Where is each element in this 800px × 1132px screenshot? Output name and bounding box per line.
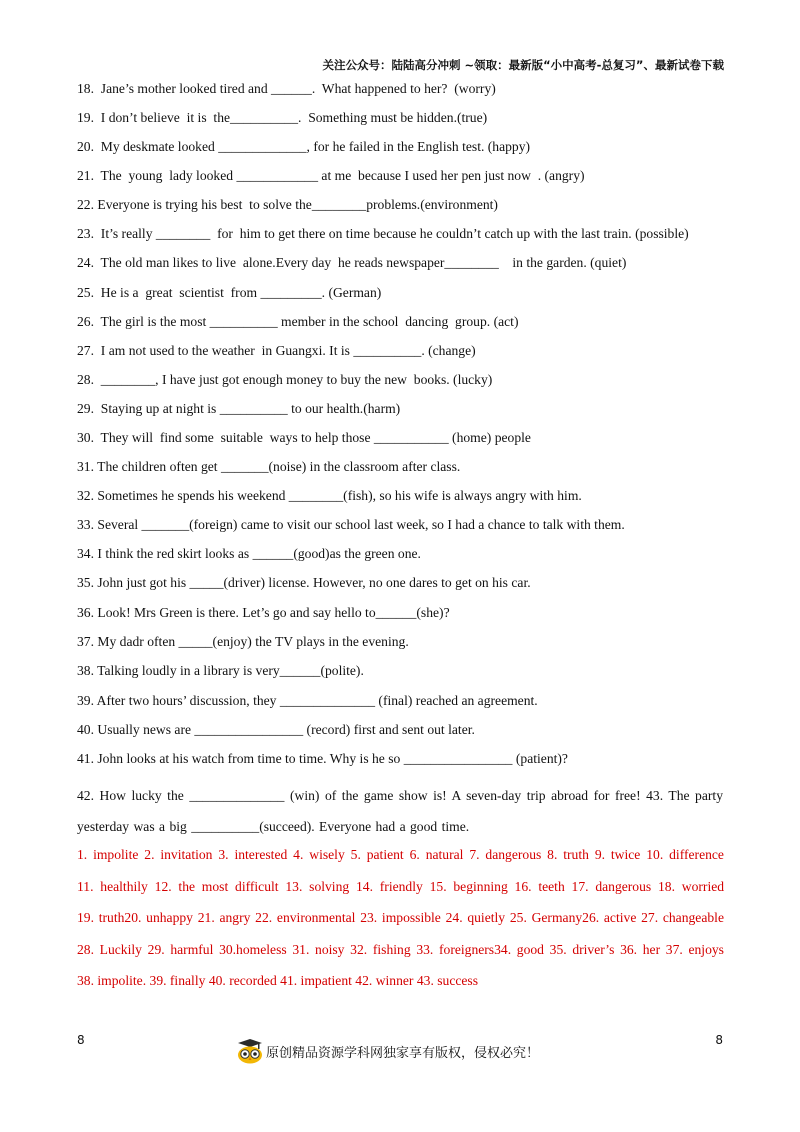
answer-item: 4. wisely — [293, 847, 345, 862]
answer-item: 41. impatient — [280, 973, 352, 988]
page-number-left: 8 — [77, 1033, 85, 1047]
question-item: 26. The girl is the most __________ member in the school dancing group. (act) — [77, 314, 519, 329]
answer-item: 30.homeless — [219, 941, 287, 957]
answer-item: 31. noisy — [292, 941, 345, 957]
answer-item: 11. healthily — [77, 878, 148, 894]
answer-item: 2. invitation — [144, 847, 213, 862]
question-item: 40. Usually news are ________________ (record) first and sent out later. — [77, 722, 475, 737]
answer-item: 19. truth20. unhappy — [77, 910, 193, 925]
answer-item: 32. fishing — [350, 941, 411, 957]
answer-item: 42. winner — [355, 973, 414, 988]
answer-item: 28. Luckily — [77, 941, 142, 957]
answer-item: 25. Germany26. active — [509, 910, 637, 925]
answer-item: 33. foreigners34. good — [416, 941, 544, 957]
question-item: 28. ________, I have just got enough money to buy the new books. (lucky) — [77, 372, 493, 387]
question-item: 33. Several _______(foreign) came to visit our school last week, so I had a chance to talk with them. — [77, 517, 625, 532]
answer-item: 9. twice — [594, 847, 641, 862]
answer-item: 14. friendly — [355, 878, 423, 894]
question-item: 41. John looks at his watch from time to time. Why is he so ________________ (patient)? — [77, 751, 568, 766]
question-item: 32. Sometimes he spends his weekend ________(fish), so his wife is always angry with him. — [77, 488, 582, 503]
copyright-footer — [236, 1038, 539, 1064]
question-item: 25. He is a great scientist from _________. (German) — [77, 285, 382, 300]
question-item: 36. Look! Mrs Green is there. Let’s go and say hello to______(she)? — [77, 605, 450, 620]
answer-item: 24. quietly — [445, 910, 506, 925]
question-item: 21. The young lady looked ____________ at me because I used her pen just now . (angry) — [77, 168, 585, 183]
page-number-right: 8 — [715, 1033, 723, 1047]
answer-item: 23. impossible — [360, 910, 441, 925]
question-item: 24. The old man likes to live alone.Every day he reads newspaper________ in the garden. (quiet) — [77, 255, 627, 270]
question-item: 42. How lucky the ______________ (win) of the game show is! A seven-day trip abroad for free! 43. The party yesterday was a big __________(succeed). Everyone had a good time. — [77, 788, 723, 834]
answer-key — [77, 839, 724, 997]
question-item: 20. My deskmate looked _____________, for he failed in the English test. (happy) — [77, 139, 531, 154]
question-item: 29. Staying up at night is __________ to our health.(harm) — [77, 401, 401, 416]
answer-item: 1. impolite — [77, 847, 139, 862]
owl-with-graduation-cap-icon — [236, 1038, 264, 1064]
question-item: 18. Jane’s mother looked tired and ______. What happened to her? (worry) — [77, 81, 496, 96]
answer-item: 39. finally — [149, 973, 206, 988]
copyright-text: 原创精品资源学科网独家享有版权，侵权必究！ — [266, 1045, 540, 1061]
question-item: 27. I am not used to the weather in Guangxi. It is __________. (change) — [77, 343, 476, 358]
answer-item: 27. changeable — [641, 910, 724, 925]
answer-item: 37. enjoys — [665, 941, 724, 957]
question-item: 38. Talking loudly in a library is very______(polite). — [77, 663, 364, 678]
answer-item: 18. worried — [658, 878, 725, 894]
answer-item: 21. angry — [197, 910, 251, 925]
answer-item: 5. patient — [350, 847, 404, 862]
answer-item: 10. difference — [646, 847, 724, 862]
answer-item: 3. interested — [218, 847, 288, 862]
question-item: 30. They will find some suitable ways to help those ___________ (home) people — [77, 430, 531, 445]
answer-item: 17. dangerous — [571, 878, 652, 894]
answer-item: 13. solving — [285, 878, 350, 894]
answer-item: 15. beginning — [429, 878, 508, 894]
answer-item: 36. her — [620, 941, 661, 957]
answer-item: 38. impolite. — [77, 973, 147, 988]
question-item: 19. I don’t believe it is the__________. Something must be hidden.(true) — [77, 110, 488, 125]
question-item: 37. My dadr often _____(enjoy) the TV plays in the evening. — [77, 634, 409, 649]
answer-item: 12. the most difficult — [154, 878, 279, 894]
answer-item: 43. success — [416, 973, 479, 988]
question-item: 39. After two hours’ discussion, they ______________ (final) reached an agreement. — [77, 693, 538, 708]
answer-item: 22. environmental — [255, 910, 356, 925]
answer-item: 35. driver’s — [549, 941, 615, 957]
answer-item: 16. teeth — [514, 878, 565, 894]
answer-item: 40. recorded — [208, 973, 277, 988]
answer-item: 8. truth — [547, 847, 589, 862]
question-item: 31. The children often get _______(noise) in the classroom after class. — [77, 459, 461, 474]
question-item: 35. John just got his _____(driver) license. However, no one dares to get on his car. — [77, 575, 531, 590]
question-item: 23. It’s really ________ for him to get there on time because he couldn’t catch up with the last train. (possible) — [77, 226, 689, 241]
question-item: 22. Everyone is trying his best to solve the________problems.(environment) — [77, 197, 498, 212]
question-item: 34. I think the red skirt looks as ______(good)as the green one. — [77, 546, 421, 561]
answer-item: 7. dangerous — [469, 847, 542, 862]
page-header-banner: 关注公众号：陆陆高分冲刺 ~领取：最新版“小中高考-总复习”、最新试卷下载 — [322, 58, 724, 72]
answer-item: 6. natural — [409, 847, 464, 862]
answer-item: 29. harmful — [147, 941, 214, 957]
